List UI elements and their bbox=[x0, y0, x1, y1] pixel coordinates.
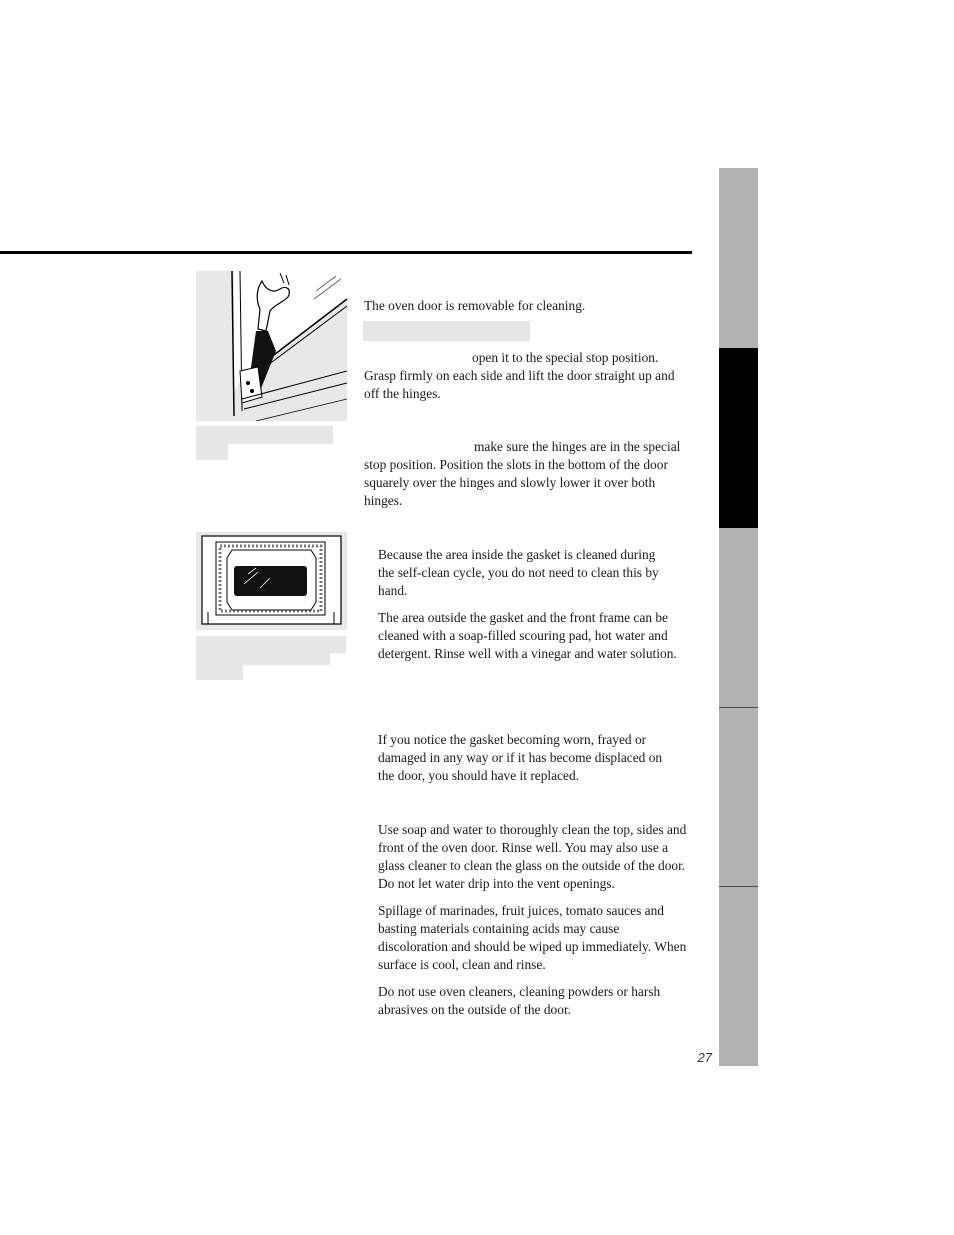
figure-caption-block bbox=[196, 665, 243, 680]
section-tab-bar bbox=[719, 168, 758, 1066]
figure-caption-block bbox=[196, 444, 228, 460]
page-number: 27 bbox=[697, 1050, 712, 1065]
gasket-paragraph-3: If you notice the gasket becoming worn, frayed or damaged in any way or if it has become displaced on the door, you should have it replaced. bbox=[378, 732, 663, 783]
subheading-block bbox=[363, 321, 530, 341]
door-remove-instructions: open it to the special stop position. Grasp firmly on each side and lift the door straight up and off the hinges. bbox=[364, 350, 675, 401]
gasket-paragraph-1: Because the area inside the gasket is cleaned during the self-clean cycle, you do not need to clean this by hand. bbox=[378, 547, 659, 598]
section-tab-active bbox=[719, 348, 758, 528]
gasket-paragraph-2: The area outside the gasket and the front frame can be cleaned with a soap-filled scouring pad, hot water and detergent. Rinse well with a vinegar and water solution. bbox=[378, 610, 677, 661]
figure-caption-block bbox=[196, 653, 330, 665]
door-lift-drawing bbox=[196, 271, 347, 421]
outside-door-paragraph-3: Do not use oven cleaners, cleaning powders or harsh abrasives on the outside of the door. bbox=[378, 984, 661, 1017]
outside-door-paragraph-2: Spillage of marinades, fruit juices, tomato sauces and basting materials containing acids may cause discoloration and should be wiped up immediately. When surface is cool, clean and rinse. bbox=[378, 903, 687, 972]
section-tab-divider bbox=[719, 886, 758, 887]
oven-door-gasket-illustration bbox=[196, 532, 347, 630]
figure-caption-block bbox=[196, 636, 346, 653]
door-removable-intro: The oven door is removable for cleaning. bbox=[364, 298, 586, 313]
door-lift-illustration bbox=[196, 271, 347, 421]
gasket-drawing bbox=[196, 532, 347, 630]
outside-door-paragraph-1: Use soap and water to thoroughly clean the top, sides and front of the oven door. Rinse well. You may also use a glass cleaner to clean the glass on the outside of the door. Do not let water drip into the vent openings. bbox=[378, 822, 687, 891]
section-tab-divider bbox=[719, 707, 758, 708]
header-rule bbox=[0, 251, 692, 254]
door-replace-instructions: make sure the hinges are in the special stop position. Position the slots in the bottom of the door squarely over the hinges and slowly lower it over both hinges. bbox=[364, 439, 681, 508]
figure-caption-block bbox=[196, 426, 333, 444]
